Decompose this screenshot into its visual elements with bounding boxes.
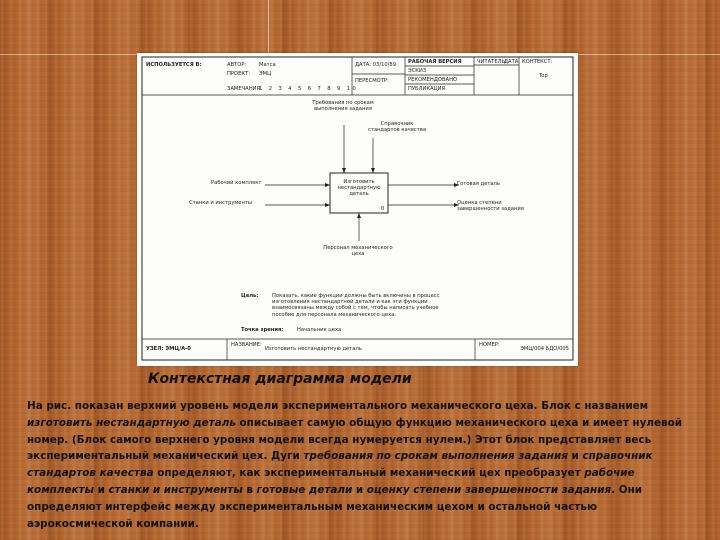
para-text-2: описывает самую общую функцию механического цеха и имеет нулевой номер. (Блок самого верхнего уровня модели всегда нумеруется нулем.) Этот блок представляет весь экспериментальный механический цех. Дуги	[27, 416, 683, 463]
number-label: НОМЕР:	[479, 342, 500, 348]
input-label-work-kit: Рабочий комплект	[211, 180, 262, 186]
context-label: КОНТЕКСТ:	[522, 59, 553, 65]
purpose-label: Цель:	[241, 293, 259, 299]
publication-label: ПУБЛИКАЦИЯ	[408, 86, 446, 92]
diagram-number: ЭМЦ/004 БДО/005	[520, 346, 569, 352]
revision-label: ПЕРЕСМОТР:	[355, 78, 389, 84]
function-box-number: 0	[381, 206, 385, 212]
para-italic-7: оценку степени завершенности задания	[366, 483, 612, 496]
recommended-label: РЕКОМЕНДОВАНО	[408, 77, 458, 83]
reader-label: ЧИТАТЕЛЬ:	[477, 59, 507, 65]
background-divider-vertical	[268, 0, 269, 55]
project-value: ЭМЦ	[259, 71, 272, 77]
para-text-5: и	[94, 483, 109, 496]
idef0-context-diagram	[137, 53, 578, 366]
author-value: Матса	[259, 62, 276, 68]
para-text-1: На рис. показан верхний уровень модели экспериментального механического цеха. Блок с названием	[27, 400, 649, 412]
output-label-finished-part: Готовая деталь	[457, 181, 500, 187]
diagram-caption: Контекстная диаграмма модели	[148, 371, 412, 387]
para-italic-5: станки и инструменты	[108, 483, 243, 496]
para-italic-6: готовые детали	[256, 483, 353, 496]
used-at-label: ИСПОЛЬЗУЕТСЯ В:	[146, 62, 202, 68]
purpose-text: Показать, какие функции должны быть включены в процесс изготовления нестандартной детали и как эти функции взаимосвязаны между собой с тем, чтобы написать учебное пособие для персонала механического цеха.	[272, 293, 440, 318]
reader-date-label: ДАТА	[504, 59, 519, 65]
output-label-completion-assessment: Оценка степени завершенности задания	[457, 200, 524, 213]
context-value: Top	[539, 73, 548, 79]
node-label: УЗЕЛ: ЭМЦ/А-0	[146, 346, 191, 352]
notes-label: ЗАМЕЧАНИЯ:	[227, 86, 262, 92]
para-text-7: и	[352, 483, 367, 496]
diagram-name: Изготовить нестандартную деталь	[265, 346, 362, 352]
function-box-label: Изготовить нестандартную деталь	[337, 179, 381, 198]
para-text-6: в	[242, 483, 257, 496]
mechanism-label-staff: Персонал механического цеха	[323, 245, 393, 258]
para-italic-1: изготовить нестандартную деталь	[27, 416, 236, 429]
author-label: АВТОР:	[227, 62, 247, 68]
working-version-label: РАБОЧАЯ ВЕРСИЯ	[408, 59, 462, 65]
para-italic-4: рабочие комплекты	[27, 467, 635, 496]
date-label: ДАТА: 03/10/89	[355, 62, 397, 68]
input-label-tools: Станки и инструменты	[189, 200, 253, 206]
para-text-4: определяют, как экспериментальный механический цех преобразует	[153, 467, 585, 480]
para-italic-2: требования по срокам выполнения задания	[303, 450, 568, 463]
project-label: ПРОЕКТ:	[227, 71, 250, 77]
name-label: НАЗВАНИЕ:	[231, 342, 262, 348]
para-text-3: и	[567, 450, 583, 463]
description-paragraph	[27, 398, 699, 532]
notes-numbers: 1 2 3 4 5 6 7 8 9 10	[259, 86, 359, 92]
viewpoint-label: Точка зрения:	[241, 327, 284, 333]
para-text-8: . Они определяют интерфейс между экспериментальным механическим цехом и остальной частью аэрокосмической компании.	[27, 483, 643, 530]
para-italic-3: справочник стандартов качества	[27, 450, 653, 480]
control-label-deadlines: Требования по срокам выполнения задания	[312, 100, 374, 113]
draft-label: ЭСКИЗ	[408, 68, 427, 74]
control-label-quality-standards: Справочник стандартов качества	[367, 121, 427, 134]
viewpoint-value: Начальник цеха	[297, 327, 342, 333]
